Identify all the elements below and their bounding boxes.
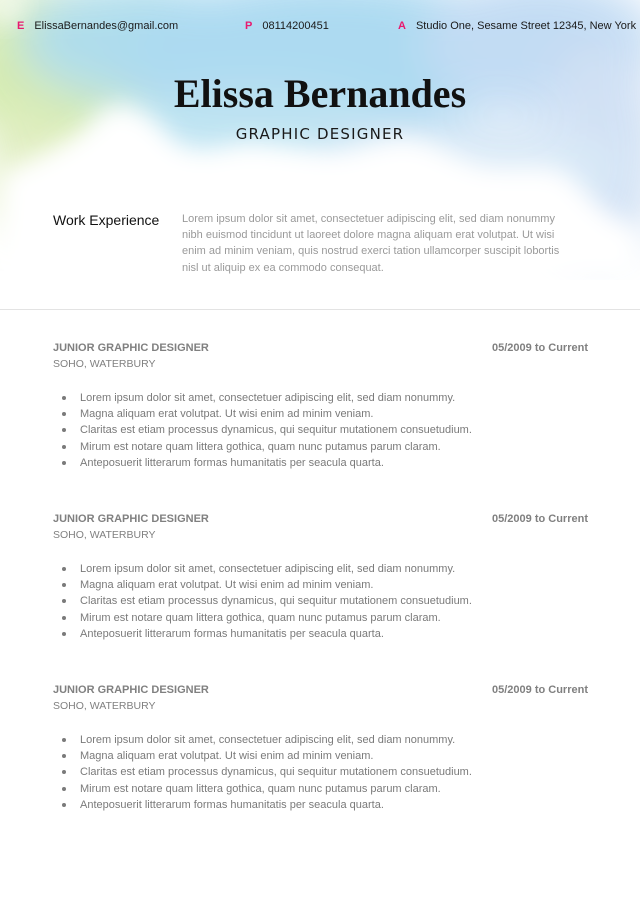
contact-address bbox=[398, 20, 636, 32]
job-bullet-list bbox=[80, 732, 600, 813]
job-location: SOHO, WATERBURY bbox=[53, 358, 156, 370]
phone-value[interactable]: 08114200451 bbox=[262, 20, 329, 32]
job-date: 05/2009 to Current bbox=[492, 342, 588, 354]
list-item: Mirum est notare quam littera gothica, quam nunc putamus parum claram. bbox=[80, 439, 600, 455]
list-item: Magna aliquam erat volutpat. Ut wisi enim ad minim veniam. bbox=[80, 748, 600, 764]
job-title: JUNIOR GRAPHIC DESIGNER bbox=[53, 513, 209, 525]
list-item: Lorem ipsum dolor sit amet, consectetuer adipiscing elit, sed diam nonummy. bbox=[80, 561, 600, 577]
address-tag: A bbox=[398, 20, 406, 32]
list-item: Anteposuerit litterarum formas humanitatis per seacula quarta. bbox=[80, 455, 600, 471]
email-value[interactable]: ElissaBernandes@gmail.com bbox=[34, 20, 179, 32]
list-item: Lorem ipsum dolor sit amet, consectetuer adipiscing elit, sed diam nonummy. bbox=[80, 390, 600, 406]
phone-tag: P bbox=[245, 20, 253, 32]
list-item: Lorem ipsum dolor sit amet, consectetuer adipiscing elit, sed diam nonummy. bbox=[80, 732, 600, 748]
list-item: Claritas est etiam processus dynamicus, qui sequitur mutationem consuetudium. bbox=[80, 593, 600, 609]
job-location: SOHO, WATERBURY bbox=[53, 529, 156, 541]
contact-bar bbox=[0, 20, 640, 36]
contact-email bbox=[17, 20, 178, 32]
list-item: Claritas est etiam processus dynamicus, qui sequitur mutationem consuetudium. bbox=[80, 764, 600, 780]
email-tag: E bbox=[17, 20, 25, 32]
section-intro: Lorem ipsum dolor sit amet, consectetuer adipiscing elit, sed diam nonummy nibh euismod tincidunt ut laoreet dolore magna aliquam erat volutpat. Ut wisi enim ad minim veniam, quis nostrud exerci tation ullamcorper suscipit lobortis nisl ut aliquip ex ea commodo consequat. bbox=[182, 213, 560, 274]
job-title: JUNIOR GRAPHIC DESIGNER bbox=[53, 684, 209, 696]
candidate-role: GRAPHIC DESIGNER bbox=[235, 125, 405, 143]
candidate-name: Elissa Bernandes bbox=[173, 71, 467, 116]
job-title: JUNIOR GRAPHIC DESIGNER bbox=[53, 342, 209, 354]
list-item: Magna aliquam erat volutpat. Ut wisi enim ad minim veniam. bbox=[80, 577, 600, 593]
list-item: Claritas est etiam processus dynamicus, qui sequitur mutationem consuetudium. bbox=[80, 422, 600, 438]
job-date: 05/2009 to Current bbox=[492, 684, 588, 696]
job-date: 05/2009 to Current bbox=[492, 513, 588, 525]
section-heading: Work Experience bbox=[53, 212, 160, 228]
section-divider bbox=[0, 309, 640, 310]
contact-phone bbox=[245, 20, 329, 32]
list-item: Anteposuerit litterarum formas humanitatis per seacula quarta. bbox=[80, 797, 600, 813]
list-item: Mirum est notare quam littera gothica, quam nunc putamus parum claram. bbox=[80, 610, 600, 626]
address-value: Studio One, Sesame Street 12345, New York bbox=[415, 20, 637, 32]
job-bullet-list bbox=[80, 390, 600, 471]
job-location: SOHO, WATERBURY bbox=[53, 700, 156, 712]
list-item: Magna aliquam erat volutpat. Ut wisi enim ad minim veniam. bbox=[80, 406, 600, 422]
job-bullet-list bbox=[80, 561, 600, 642]
list-item: Anteposuerit litterarum formas humanitatis per seacula quarta. bbox=[80, 626, 600, 642]
list-item: Mirum est notare quam littera gothica, quam nunc putamus parum claram. bbox=[80, 781, 600, 797]
